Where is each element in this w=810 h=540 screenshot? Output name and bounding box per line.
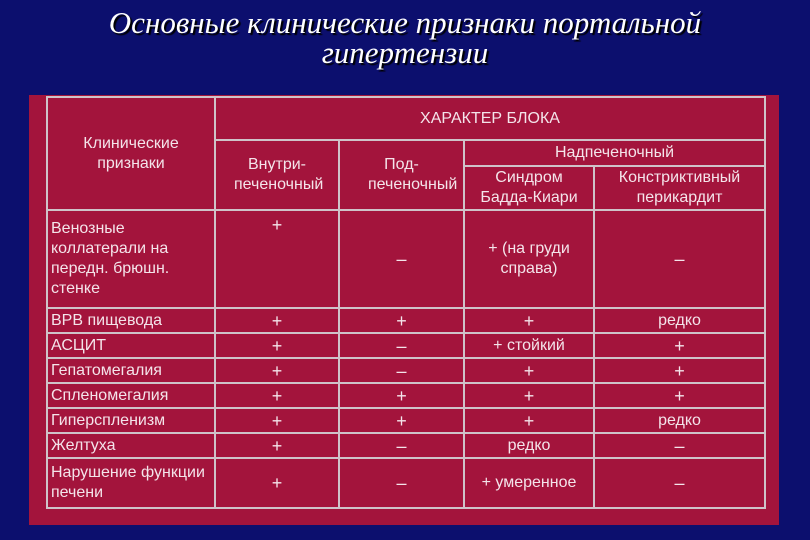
cell-intrahepatic: + [215,383,339,408]
cell-subhepatic: – [339,210,464,308]
cell-constrictive: – [594,458,765,508]
cell-subhepatic: + [339,308,464,333]
cell-subhepatic: – [339,333,464,358]
cell-subhepatic: – [339,458,464,508]
row-sign: Венозные коллатерали на передн. брюшн. стенке [47,210,215,308]
cell-subhepatic: – [339,358,464,383]
cell-budd-chiari: редко [464,433,594,458]
cell-constrictive: – [594,433,765,458]
cell-constrictive: + [594,358,765,383]
table-row [47,358,765,383]
cell-budd-chiari: + умеренное [464,458,594,508]
header-budd-chiari: Синдром Бадда-Киари [464,166,594,210]
table-row [47,308,765,333]
row-sign: ВРВ пищевода [47,308,215,333]
header-suprahepatic: Надпеченочный [464,140,765,166]
cell-budd-chiari: + стойкий [464,333,594,358]
cell-constrictive: + [594,383,765,408]
cell-constrictive: – [594,210,765,308]
cell-budd-chiari: + [464,308,594,333]
header-constrictive-pericarditis: Констриктивный перикардит [594,166,765,210]
cell-budd-chiari: + [464,408,594,433]
cell-constrictive: редко [594,308,765,333]
table-row [47,210,765,308]
cell-subhepatic: + [339,408,464,433]
header-block-type: ХАРАКТЕР БЛОКА [215,97,765,140]
cell-intrahepatic: + [215,408,339,433]
header-intrahepatic: Внутри-печеночный [215,140,339,210]
cell-intrahepatic: + [215,433,339,458]
slide-title [0,5,810,70]
cell-intrahepatic: + [215,308,339,333]
cell-intrahepatic: + [215,210,339,308]
cell-constrictive: редко [594,408,765,433]
row-sign: Желтуха [47,433,215,458]
slide-title-line2: гипертензии [321,35,489,70]
header-subhepatic: Под-печеночный [339,140,464,210]
row-sign: Спленомегалия [47,383,215,408]
cell-budd-chiari: + [464,358,594,383]
cell-intrahepatic: + [215,333,339,358]
row-sign: Гепатомегалия [47,358,215,383]
cell-subhepatic: + [339,383,464,408]
table-row [47,458,765,508]
slide-title-line1: Основные клинические признаки портальной [108,5,702,40]
cell-intrahepatic: + [215,458,339,508]
cell-intrahepatic: + [215,358,339,383]
row-sign: Нарушение функции печени [47,458,215,508]
cell-budd-chiari: + [464,383,594,408]
table-panel [29,95,779,525]
table-row [47,433,765,458]
cell-constrictive: + [594,333,765,358]
table-row [47,333,765,358]
table-row [47,408,765,433]
cell-subhepatic: – [339,433,464,458]
table-row [47,383,765,408]
row-sign: АСЦИТ [47,333,215,358]
header-clinical-signs: Клинические признаки [47,97,215,210]
cell-budd-chiari: + (на груди справа) [464,210,594,308]
clinical-signs-table [46,96,766,509]
row-sign: Гиперспленизм [47,408,215,433]
